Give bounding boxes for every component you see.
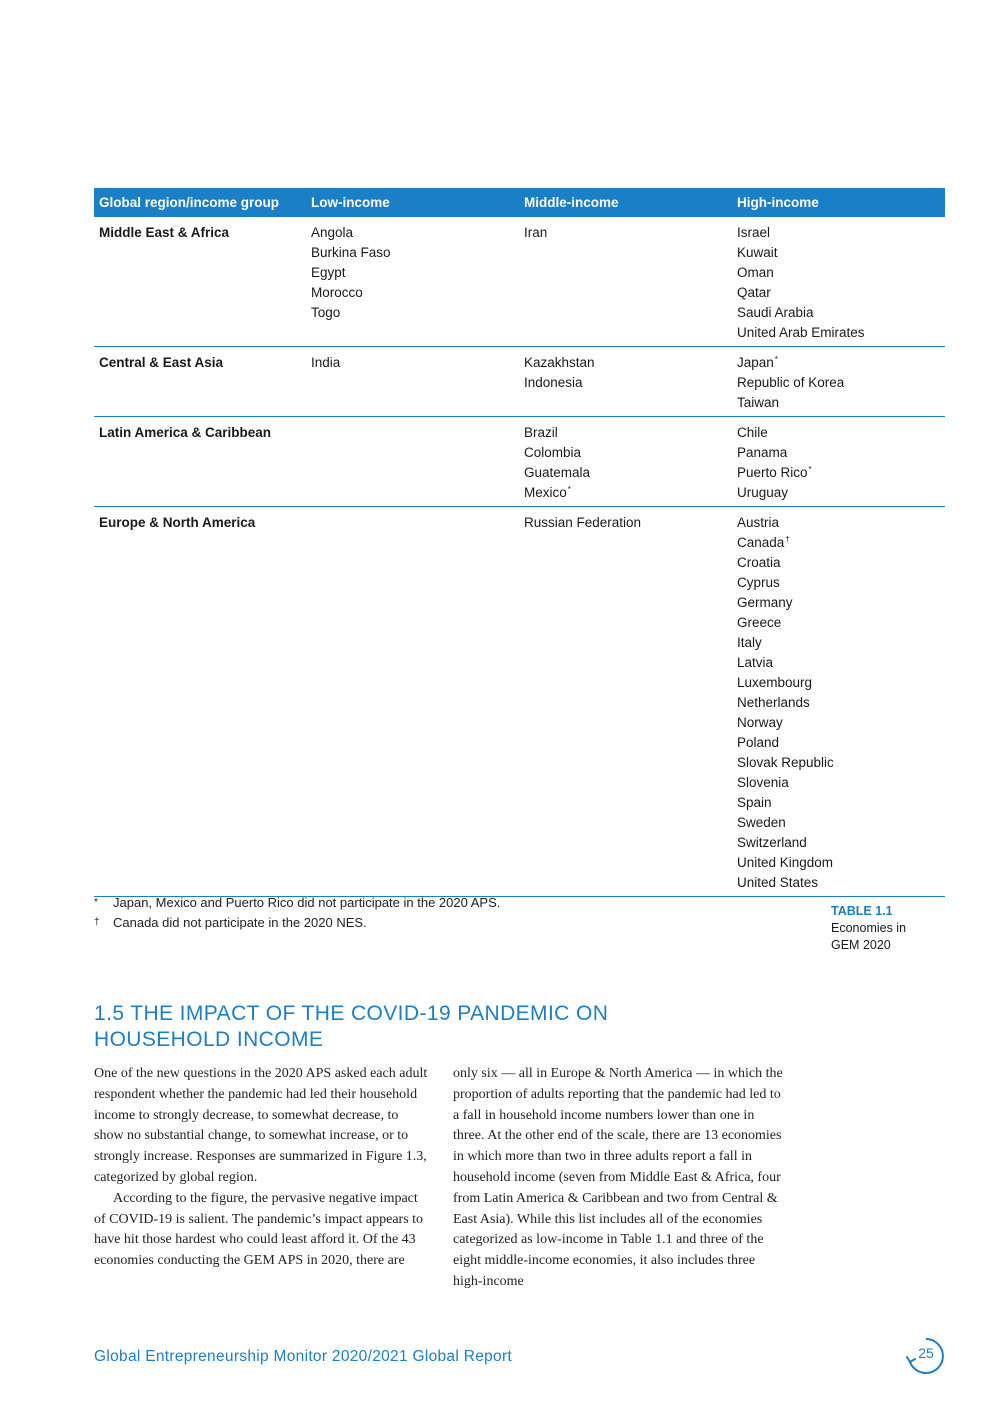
- country-name: Brazil: [524, 425, 558, 440]
- country-name: Latvia: [737, 655, 774, 670]
- country-name: Poland: [737, 735, 780, 750]
- footnote-marker: *: [774, 355, 778, 364]
- country-name: Taiwan: [737, 395, 780, 410]
- middle-income-cell: [519, 217, 732, 347]
- country-name: Germany: [737, 595, 793, 610]
- low-income-cell: [306, 347, 519, 417]
- country-name: Cyprus: [737, 575, 780, 590]
- footer-title: Global Entrepreneurship Monitor 2020/2021 Global Report: [94, 1348, 513, 1365]
- body-paragraph: One of the new questions in the 2020 APS asked each adult respondent whether the pandemic had led their household income to strongly decrease, to somewhat decrease, to show no substantial change, to somewhat increase, or to strongly increase. Responses are summarized in Figure 1.3, categorized by global region.: [94, 1066, 428, 1185]
- country-name: Spain: [737, 795, 772, 810]
- region-cell: Latin America & Caribbean: [94, 417, 306, 507]
- body-paragraph: According to the figure, the pervasive negative impact of COVID-19 is salient. The pandemic’s impact appears to have hit those hardest who could least afford it. Of the 43 economies conducting the GEM APS in 2020, there are: [94, 1190, 424, 1269]
- footnote-mark: †: [94, 917, 100, 928]
- country-name: Israel: [737, 225, 771, 240]
- body-column-left: [94, 1064, 429, 1272]
- middle-income-cell: [519, 347, 732, 417]
- country-name: United States: [737, 875, 819, 890]
- country-name: Uruguay: [737, 485, 789, 500]
- country-name: Oman: [737, 265, 774, 280]
- country-name: Panama: [737, 445, 788, 460]
- country-name: Italy: [737, 635, 762, 650]
- table-row: [94, 417, 945, 507]
- table-body: [94, 217, 945, 897]
- section-heading: [94, 1001, 794, 1053]
- country-name: Austria: [737, 515, 780, 530]
- page-number-badge: [906, 1336, 946, 1376]
- country-name: Mexico*: [524, 485, 571, 500]
- country-name: Guatemala: [524, 465, 591, 480]
- section-heading-line: HOUSEHOLD INCOME: [94, 1028, 324, 1051]
- country-name: Slovak Republic: [737, 755, 834, 770]
- country-name: Puerto Rico*: [737, 465, 812, 480]
- table-caption-label: TABLE 1.1: [831, 904, 893, 918]
- country-name: Canada†: [737, 535, 790, 550]
- low-income-cell: [306, 417, 519, 507]
- footnote-text: Canada did not participate in the 2020 NES.: [113, 915, 367, 930]
- footnote: [94, 913, 500, 933]
- country-name: Netherlands: [737, 695, 810, 710]
- table-row: [94, 347, 945, 417]
- high-income-cell: [732, 507, 945, 897]
- header-low-income: Low-income: [306, 188, 519, 217]
- country-name: Croatia: [737, 555, 781, 570]
- body-column-right: [453, 1064, 788, 1293]
- footnote-marker: *: [567, 485, 571, 494]
- country-name: United Kingdom: [737, 855, 834, 870]
- table-row: [94, 507, 945, 897]
- country-name: Slovenia: [737, 775, 789, 790]
- country-name: Luxembourg: [737, 675, 813, 690]
- country-name: Burkina Faso: [311, 245, 391, 260]
- country-name: Saudi Arabia: [737, 305, 814, 320]
- country-name: Russian Federation: [524, 515, 642, 530]
- region-cell: Europe & North America: [94, 507, 306, 897]
- footnote-text: Japan, Mexico and Puerto Rico did not participate in the 2020 APS.: [113, 895, 501, 910]
- low-income-cell: [306, 217, 519, 347]
- footnote-mark: *: [94, 897, 98, 908]
- country-name: Iran: [524, 225, 548, 240]
- country-name: Sweden: [737, 815, 786, 830]
- high-income-cell: [732, 347, 945, 417]
- region-cell: Central & East Asia: [94, 347, 306, 417]
- country-name: Kazakhstan: [524, 355, 595, 370]
- high-income-cell: [732, 417, 945, 507]
- footnote-marker: *: [808, 465, 812, 474]
- country-name: Japan*: [737, 355, 778, 370]
- header-region: Global region/income group: [94, 188, 306, 217]
- table-footnotes: [94, 893, 500, 933]
- economies-table-container: [94, 188, 945, 897]
- country-name: Kuwait: [737, 245, 778, 260]
- table-header-row: [94, 188, 945, 217]
- middle-income-cell: [519, 417, 732, 507]
- economies-table: [94, 188, 945, 897]
- region-cell: Middle East & Africa: [94, 217, 306, 347]
- country-name: Morocco: [311, 285, 363, 300]
- footnote: [94, 893, 500, 913]
- country-name: Colombia: [524, 445, 582, 460]
- table-caption-line: GEM 2020: [831, 938, 891, 952]
- country-name: Indonesia: [524, 375, 583, 390]
- middle-income-cell: [519, 507, 732, 897]
- country-name: Norway: [737, 715, 783, 730]
- high-income-cell: [732, 217, 945, 347]
- low-income-cell: [306, 507, 519, 897]
- country-name: Chile: [737, 425, 768, 440]
- country-name: India: [311, 355, 341, 370]
- section-heading-line: 1.5 THE IMPACT OF THE COVID-19 PANDEMIC ON: [94, 1002, 609, 1025]
- country-name: Switzerland: [737, 835, 807, 850]
- country-name: United Arab Emirates: [737, 325, 865, 340]
- header-high-income: High-income: [732, 188, 945, 217]
- country-name: Republic of Korea: [737, 375, 845, 390]
- table-row: [94, 217, 945, 347]
- header-middle-income: Middle-income: [519, 188, 732, 217]
- footnote-marker: †: [785, 535, 790, 544]
- country-name: Qatar: [737, 285, 771, 300]
- body-paragraph: only six — all in Europe & North America — in which the proportion of adults reporting that the pandemic had led to a fall in household income numbers lower than one in three. At the other end of the scale, there are 13 economies in which more than two in three adults report a fall in household income (seven from Middle East & Africa, four from Latin America & Caribbean and two from Central & East Asia). While this list includes all of the economies categorized as low-income in Table 1.1 and three of the eight middle-income economies, it also includes three high-income: [453, 1066, 783, 1289]
- country-name: Egypt: [311, 265, 346, 280]
- table-caption-line: Economies in: [831, 921, 907, 935]
- country-name: Angola: [311, 225, 354, 240]
- table-caption: [831, 903, 941, 954]
- country-name: Greece: [737, 615, 782, 630]
- page-number: 25: [918, 1345, 934, 1361]
- country-name: Togo: [311, 305, 341, 320]
